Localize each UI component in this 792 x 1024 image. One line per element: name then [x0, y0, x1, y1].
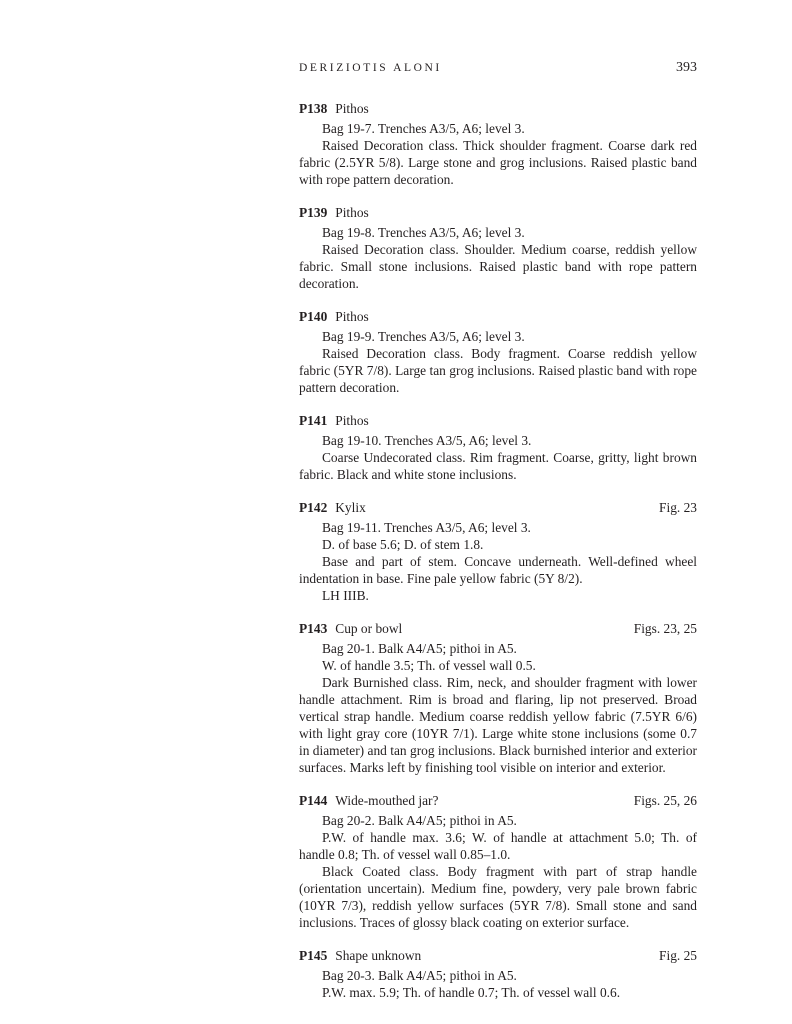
page-number: 393 [676, 60, 697, 75]
catalogue-entry [299, 100, 697, 188]
figure-reference: Fig. 25 [659, 948, 697, 963]
catalogue-entry [299, 308, 697, 396]
entry-id: P138 [299, 101, 328, 116]
catalogue-entry [299, 792, 697, 931]
entry-paragraph: Bag 19-9. Trenches A3/5, A6; level 3. [322, 329, 525, 344]
entry-paragraph: Bag 19-10. Trenches A3/5, A6; level 3. [322, 433, 532, 448]
page-header [299, 60, 697, 86]
entry-id: P140 [299, 309, 328, 324]
entry-shape: Pithos [335, 205, 369, 220]
entry-title [299, 792, 438, 809]
entry-heading [299, 947, 697, 964]
entry-paragraph: P.W. of handle max. 3.6; W. of handle at attachment 5.0; Th. of handle 0.8; Th. of vessel wall 0.85–1.0. [299, 830, 697, 862]
entry-id: P144 [299, 793, 328, 808]
catalogue-entry [299, 499, 697, 604]
entry-heading [299, 308, 697, 325]
entry-paragraph: Raised Decoration class. Thick shoulder fragment. Coarse dark red fabric (2.5YR 5/8). Large stone and grog inclusions. Raised plastic band with rope pattern decoration. [299, 138, 697, 187]
entry-paragraph: Black Coated class. Body fragment with part of strap handle (orientation uncertain). Medium fine, powdery, very pale brown fabric (10YR 7/3), reddish yellow surfaces (5YR 7/8). Small stone and sand inclusions. Traces of glossy black coating on exterior surface. [299, 864, 697, 930]
catalogue-entry [299, 620, 697, 776]
entry-title [299, 204, 369, 221]
figure-reference: Fig. 23 [659, 500, 697, 515]
entry-paragraph: P.W. max. 5.9; Th. of handle 0.7; Th. of vessel wall 0.6. [322, 985, 621, 1000]
entry-heading [299, 100, 697, 117]
catalogue-entry [299, 947, 697, 1001]
entry-title [299, 947, 421, 964]
entry-heading [299, 792, 697, 809]
entry-paragraph: Bag 20-3. Balk A4/A5; pithoi in A5. [322, 968, 517, 983]
entry-paragraph: W. of handle 3.5; Th. of vessel wall 0.5. [322, 658, 536, 673]
catalogue-entry [299, 412, 697, 483]
entry-id: P145 [299, 948, 328, 963]
entry-shape: Pithos [335, 413, 369, 428]
entry-heading [299, 499, 697, 516]
entry-shape: Pithos [335, 101, 369, 116]
figure-reference: Figs. 25, 26 [633, 793, 697, 808]
entry-heading [299, 412, 697, 429]
entry-paragraph: Raised Decoration class. Shoulder. Medium coarse, reddish yellow fabric. Small stone inclusions. Raised plastic band with rope pattern decoration. [299, 242, 697, 291]
running-head: DERIZIOTIS ALONI [299, 62, 442, 74]
entry-id: P141 [299, 413, 328, 428]
entry-paragraph: Coarse Undecorated class. Rim fragment. Coarse, gritty, light brown fabric. Black and white stone inclusions. [299, 450, 697, 482]
entry-title [299, 499, 366, 516]
entry-paragraph: Bag 19-8. Trenches A3/5, A6; level 3. [322, 225, 525, 240]
entry-paragraph: Base and part of stem. Concave underneath. Well-defined wheel indentation in base. Fine pale yellow fabric (5Y 8/2). [299, 554, 697, 586]
entry-paragraph: Bag 20-2. Balk A4/A5; pithoi in A5. [322, 813, 517, 828]
entry-paragraph: Bag 19-7. Trenches A3/5, A6; level 3. [322, 121, 525, 136]
entry-paragraph: Raised Decoration class. Body fragment. Coarse reddish yellow fabric (5YR 7/8). Large tan grog inclusions. Raised plastic band with rope pattern decoration. [299, 346, 697, 395]
entry-title [299, 100, 369, 117]
entry-paragraph: LH IIIB. [322, 588, 369, 603]
entry-paragraph: Bag 20-1. Balk A4/A5; pithoi in A5. [322, 641, 517, 656]
entry-title [299, 412, 369, 429]
entry-shape: Wide-mouthed jar? [335, 793, 439, 808]
entry-shape: Cup or bowl [335, 621, 403, 636]
catalogue-entries [299, 100, 697, 1001]
page [299, 60, 697, 1017]
entry-id: P143 [299, 621, 328, 636]
entry-shape: Kylix [335, 500, 366, 515]
entry-id: P139 [299, 205, 328, 220]
entry-paragraph: D. of base 5.6; D. of stem 1.8. [322, 537, 484, 552]
entry-shape: Shape unknown [335, 948, 422, 963]
entry-heading [299, 620, 697, 637]
entry-title [299, 308, 369, 325]
entry-paragraph: Bag 19-11. Trenches A3/5, A6; level 3. [322, 520, 531, 535]
entry-heading [299, 204, 697, 221]
entry-shape: Pithos [335, 309, 369, 324]
entry-id: P142 [299, 500, 328, 515]
entry-paragraph: Dark Burnished class. Rim, neck, and shoulder fragment with lower handle attachment. Rim is broad and flaring, lip not preserved. Broad vertical strap handle. Medium coarse reddish yellow fabric (7.5YR 6/6) with light gray core (10YR 7/1). Large white stone inclusions (some 0.7 in diameter) and tan grog inclusions. Black burnished interior and exterior surfaces. Marks left by finishing tool visible on interior and exterior. [299, 675, 697, 775]
entry-title [299, 620, 402, 637]
catalogue-entry [299, 204, 697, 292]
figure-reference: Figs. 23, 25 [633, 621, 697, 636]
